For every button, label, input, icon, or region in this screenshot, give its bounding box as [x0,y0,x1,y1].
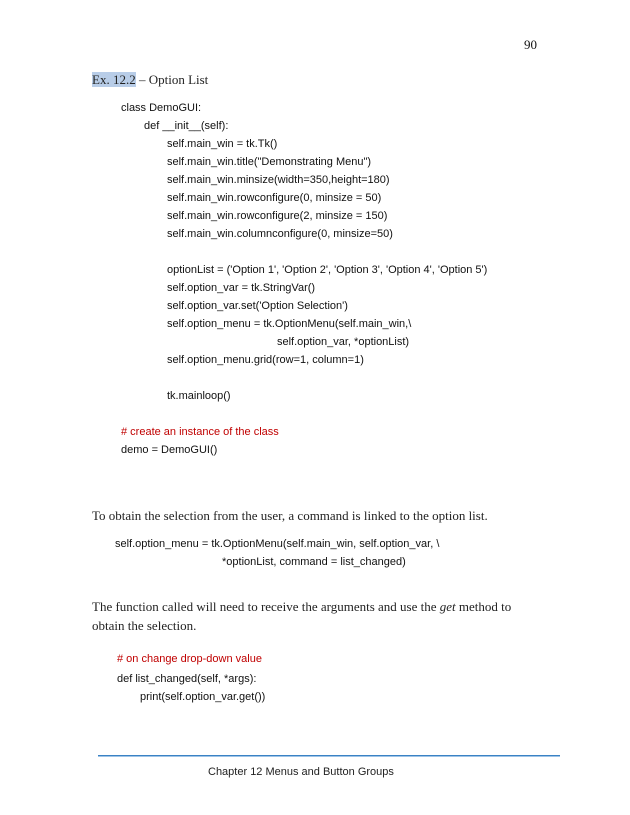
code-line: self.main_win = tk.Tk() [167,138,278,150]
code-line: self.option_menu = tk.OptionMenu(self.main_win,\ [167,318,412,330]
code-line: def __init__(self): [144,120,229,132]
get-method-emphasis: get [439,599,456,614]
code-line: self.main_win.minsize(width=350,height=180) [167,174,390,186]
code-line: self.option_var, *optionList) [277,336,410,348]
code-line: self.main_win.rowconfigure(0, minsize = 50) [167,192,382,204]
code-line: *optionList, command = list_changed) [222,556,406,568]
paragraph-1: To obtain the selection from the user, a command is linked to the option list. [92,508,488,523]
code-comment: # create an instance of the class [121,426,279,438]
code-line: self.main_win.columnconfigure(0, minsize=50) [167,228,393,240]
example-title: – Option List [135,72,209,87]
paragraph-2-after: method to [455,599,512,614]
code-line: self.main_win.title("Demonstrating Menu") [167,156,372,168]
code-line: demo = DemoGUI() [121,444,218,456]
code-line: self.option_var = tk.StringVar() [167,282,316,294]
code-comment: # on change drop-down value [117,653,262,665]
example-label: Ex. 12.2 [92,72,136,87]
code-line: def list_changed(self, *args): [117,673,257,685]
code-line: class DemoGUI: [121,102,202,114]
code-line: self.main_win.rowconfigure(2, minsize = 150) [167,210,388,222]
code-line: tk.mainloop() [167,390,231,402]
footer-chapter: Chapter 12 Menus and Button Groups [208,766,394,778]
paragraph-2-line2: obtain the selection. [92,618,197,633]
page-number: 90 [524,37,537,52]
code-line: self.option_menu = tk.OptionMenu(self.main_win, self.option_var, \ [115,538,440,550]
code-line: print(self.option_var.get()) [140,691,266,703]
paragraph-2-before: The function called will need to receive the arguments and use the [92,599,440,614]
code-line: self.option_menu.grid(row=1, column=1) [167,354,364,366]
example-heading [92,72,208,88]
footer-divider [98,755,560,756]
code-line: optionList = ('Option 1', 'Option 2', 'Option 3', 'Option 4', 'Option 5') [167,264,488,276]
paragraph-2 [92,599,511,615]
code-line: self.option_var.set('Option Selection') [167,300,348,312]
